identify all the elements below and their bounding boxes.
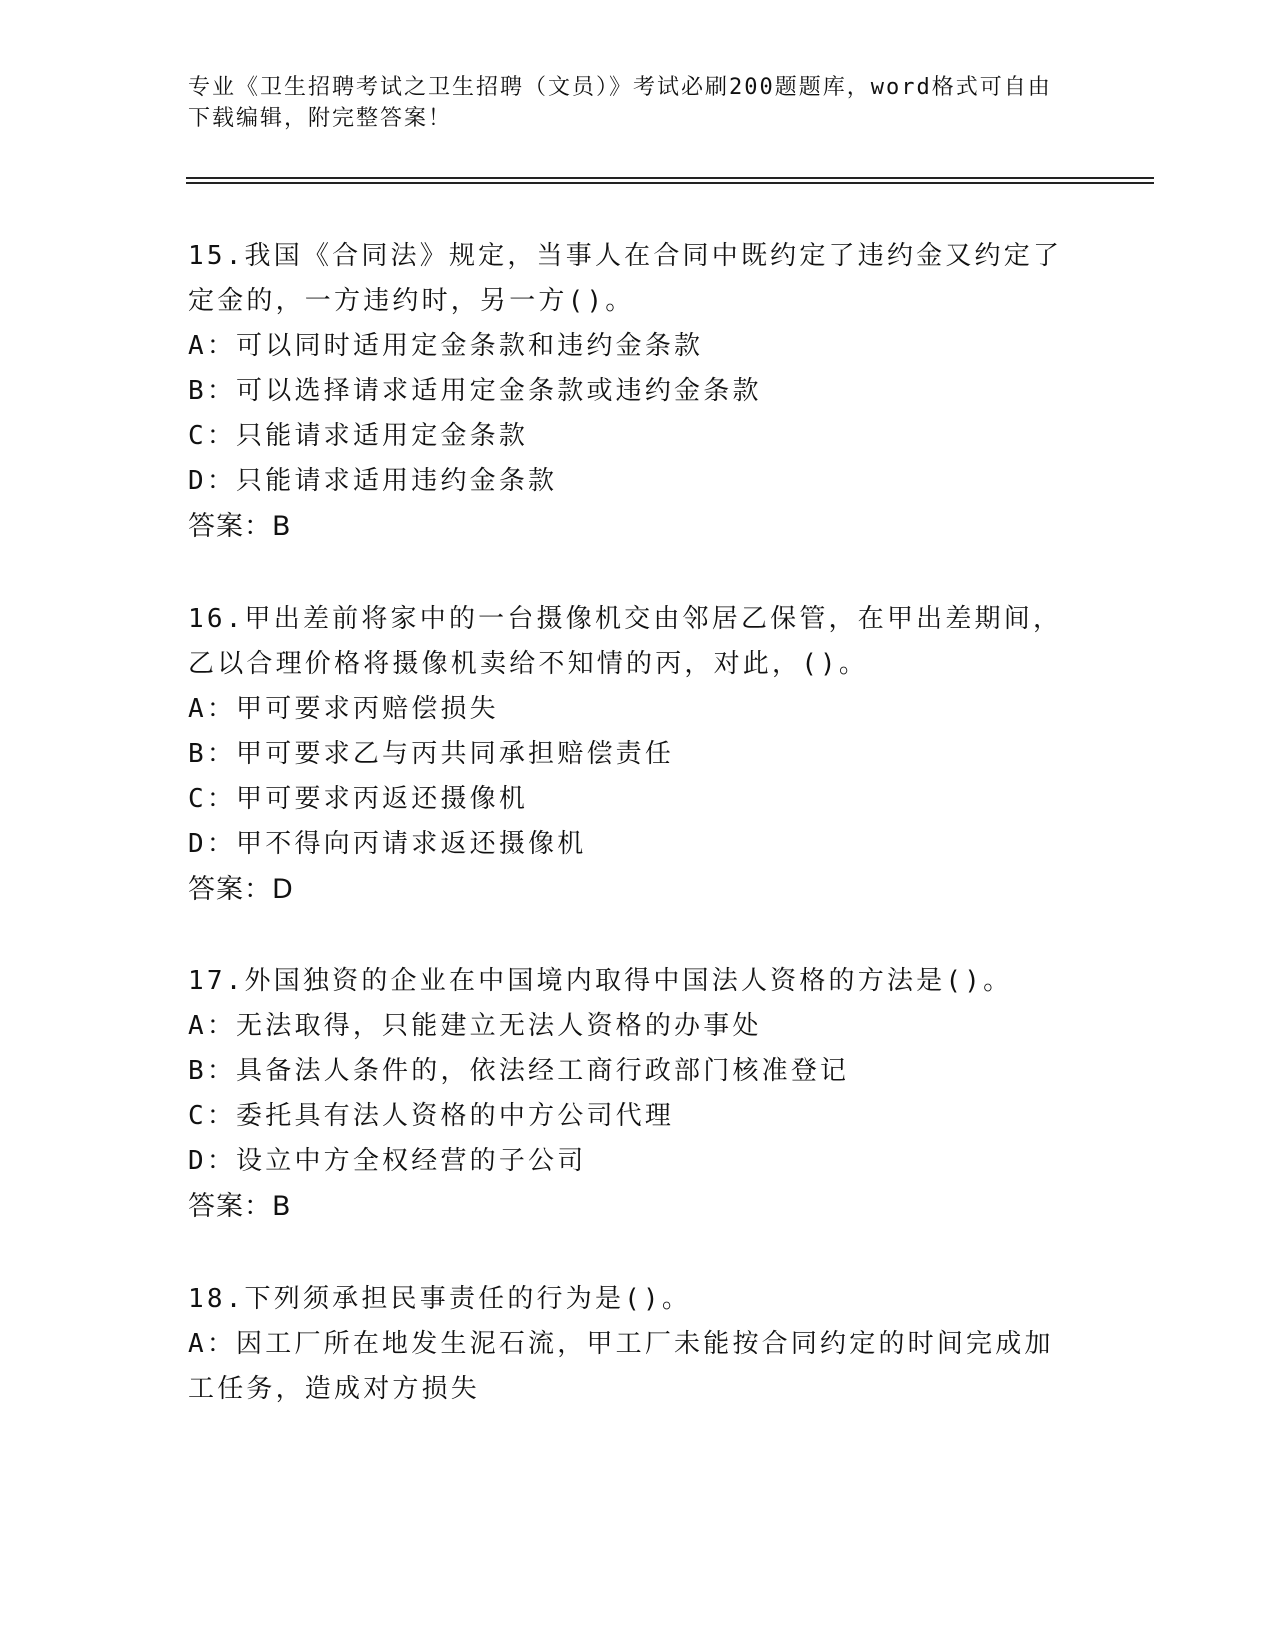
- option-c: C：甲可要求丙返还摄像机: [188, 784, 529, 814]
- option-d: D：只能请求适用违约金条款: [188, 466, 558, 496]
- question-16: [188, 597, 1068, 913]
- question-17: [188, 959, 1068, 1230]
- option-b: B：具备法人条件的，依法经工商行政部门核准登记: [188, 1056, 850, 1086]
- answer: 答案：B: [188, 511, 292, 542]
- question-18: [188, 1277, 1068, 1412]
- question-stem: 16.甲出差前将家中的一台摄像机交由邻居乙保管，在甲出差期间，乙以合理价格将摄像机卖给不知情的丙，对此，()。: [188, 604, 1063, 679]
- option-a: A：无法取得，只能建立无法人资格的办事处: [188, 1011, 762, 1041]
- option-d: D：设立中方全权经营的子公司: [188, 1146, 587, 1176]
- header-divider-top: [186, 177, 1154, 179]
- question-stem: 17.外国独资的企业在中国境内取得中国法人资格的方法是()。: [188, 966, 1013, 996]
- option-b: B：甲可要求乙与丙共同承担赔偿责任: [188, 739, 675, 769]
- header-divider-bottom: [186, 182, 1154, 184]
- option-a: A：因工厂所在地发生泥石流，甲工厂未能按合同约定的时间完成加工任务，造成对方损失: [188, 1329, 1054, 1404]
- option-c: C：只能请求适用定金条款: [188, 421, 529, 451]
- option-a: A：可以同时适用定金条款和违约金条款: [188, 331, 704, 361]
- answer: 答案：B: [188, 1191, 292, 1222]
- option-c: C：委托具有法人资格的中方公司代理: [188, 1101, 675, 1131]
- question-15: [188, 234, 1068, 550]
- option-b: B：可以选择请求适用定金条款或违约金条款: [188, 376, 762, 406]
- question-stem: 18.下列须承担民事责任的行为是()。: [188, 1284, 692, 1314]
- answer: 答案：D: [188, 874, 294, 905]
- option-d: D：甲不得向丙请求返还摄像机: [188, 829, 587, 859]
- question-stem: 15.我国《合同法》规定，当事人在合同中既约定了违约金又约定了定金的，一方违约时，另一方()。: [188, 241, 1063, 316]
- document-header: 专业《卫生招聘考试之卫生招聘（文员）》考试必刷200题题库，word格式可自由下载编辑，附完整答案！: [188, 75, 1052, 131]
- option-a: A：甲可要求丙赔偿损失: [188, 694, 499, 724]
